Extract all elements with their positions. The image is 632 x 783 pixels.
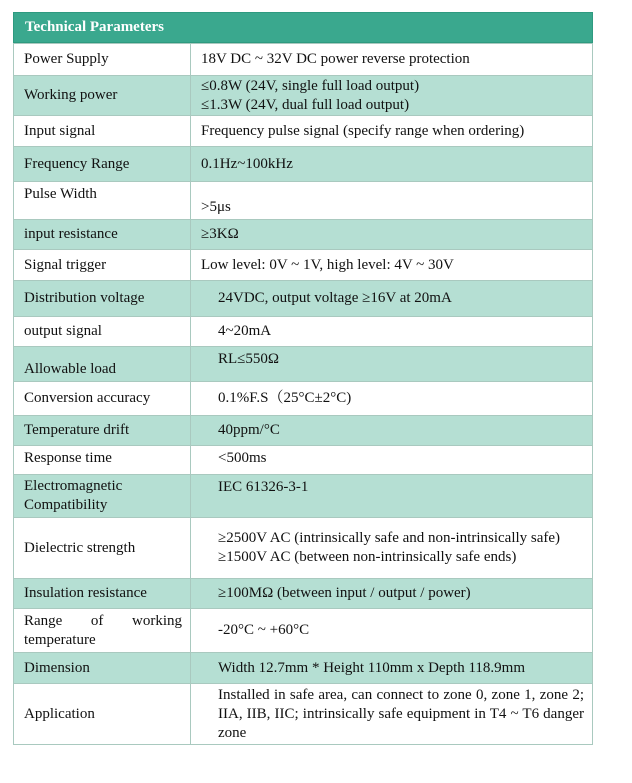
param-label: Power Supply xyxy=(14,44,191,76)
table-row xyxy=(14,579,593,609)
param-value xyxy=(191,684,593,745)
param-value xyxy=(191,609,593,653)
table-row xyxy=(14,446,593,475)
param-value xyxy=(191,518,593,579)
param-value xyxy=(191,220,593,250)
param-value xyxy=(191,347,593,382)
param-value xyxy=(191,579,593,609)
param-label: Conversion accuracy xyxy=(14,382,191,416)
param-value-line: IEC 61326-3-1 xyxy=(218,479,309,495)
param-value-line: Installed in safe area, can connect to zone 0, zone 1, zone 2; IIA, IIB, IIC; intrinsically safe equipment in T4 ~ T6 danger zone xyxy=(218,686,584,741)
param-label: Insulation resistance xyxy=(14,579,191,609)
table-row xyxy=(14,250,593,281)
param-value xyxy=(191,250,593,281)
param-value xyxy=(191,182,593,220)
parameters-table-container xyxy=(13,12,593,745)
param-label: Frequency Range xyxy=(14,147,191,182)
param-label: Response time xyxy=(14,446,191,475)
param-label: Temperature drift xyxy=(14,416,191,446)
param-value-line: ≥3KΩ xyxy=(201,226,239,242)
param-value xyxy=(191,475,593,518)
table-row xyxy=(14,684,593,745)
param-value xyxy=(191,382,593,416)
param-label: Range of working temperature xyxy=(14,609,191,653)
param-value-line: -20°C ~ +60°C xyxy=(218,622,310,638)
param-value-line: 40ppm/°C xyxy=(218,422,280,438)
param-label: output signal xyxy=(14,317,191,347)
table-row xyxy=(14,147,593,182)
table-row xyxy=(14,609,593,653)
param-label: Distribution voltage xyxy=(14,281,191,317)
param-label: Application xyxy=(14,684,191,745)
param-value-line: <500ms xyxy=(218,450,267,466)
param-value xyxy=(191,76,593,116)
param-label: Dimension xyxy=(14,653,191,684)
table-row xyxy=(14,44,593,76)
param-value-line: 0.1Hz~100kHz xyxy=(201,155,293,172)
param-value-line: RL≤550Ω xyxy=(218,351,280,367)
table-row xyxy=(14,382,593,416)
param-value-line: 0.1%F.S（25°C±2°C) xyxy=(218,390,352,406)
param-value-line: 4~20mA xyxy=(218,323,272,339)
table-row xyxy=(14,76,593,116)
table-row xyxy=(14,475,593,518)
param-value-line: ≥1500V AC (between non-intrinsically safe ends) xyxy=(218,549,517,565)
table-row xyxy=(14,182,593,220)
table-row xyxy=(14,116,593,147)
param-value-line: Frequency pulse signal (specify range when ordering) xyxy=(201,122,525,139)
param-value-line: ≤1.3W (24V, dual full load output) xyxy=(201,96,410,113)
param-value-line: ≥100MΩ (between input / output / power) xyxy=(218,585,471,601)
param-value xyxy=(191,416,593,446)
param-value-line: >5μs xyxy=(201,199,231,215)
param-value xyxy=(191,44,593,76)
table-row xyxy=(14,281,593,317)
param-value xyxy=(191,317,593,347)
parameters-table xyxy=(13,43,593,745)
param-label: Dielectric strength xyxy=(14,518,191,579)
table-row xyxy=(14,317,593,347)
param-value xyxy=(191,116,593,147)
param-label: Electromagnetic Compatibility xyxy=(14,475,191,518)
param-value-line: Width 12.7mm * Height 110mm x Depth 118.9mm xyxy=(218,659,526,676)
param-value-line: ≤0.8W (24V, single full load output) xyxy=(201,77,420,94)
param-value-line: 24VDC, output voltage ≥16V at 20mA xyxy=(218,290,452,306)
param-value xyxy=(191,281,593,317)
param-label: Working power xyxy=(14,76,191,116)
param-value-line: 18V DC ~ 32V DC power reverse protection xyxy=(201,51,470,67)
table-row xyxy=(14,416,593,446)
table-row xyxy=(14,653,593,684)
table-row xyxy=(14,220,593,250)
table-row xyxy=(14,347,593,382)
param-value-line: ≥2500V AC (intrinsically safe and non-intrinsically safe) xyxy=(218,530,561,546)
param-label: Pulse Width xyxy=(14,182,191,220)
param-value xyxy=(191,446,593,475)
param-value-line: Low level: 0V ~ 1V, high level: 4V ~ 30V xyxy=(201,256,454,273)
table-row xyxy=(14,518,593,579)
param-label: Signal trigger xyxy=(14,250,191,281)
param-label: input resistance xyxy=(14,220,191,250)
param-value xyxy=(191,147,593,182)
table-title: Technical Parameters xyxy=(13,12,593,43)
param-label: Input signal xyxy=(14,116,191,147)
param-label: Allowable load xyxy=(14,347,191,382)
param-value xyxy=(191,653,593,684)
